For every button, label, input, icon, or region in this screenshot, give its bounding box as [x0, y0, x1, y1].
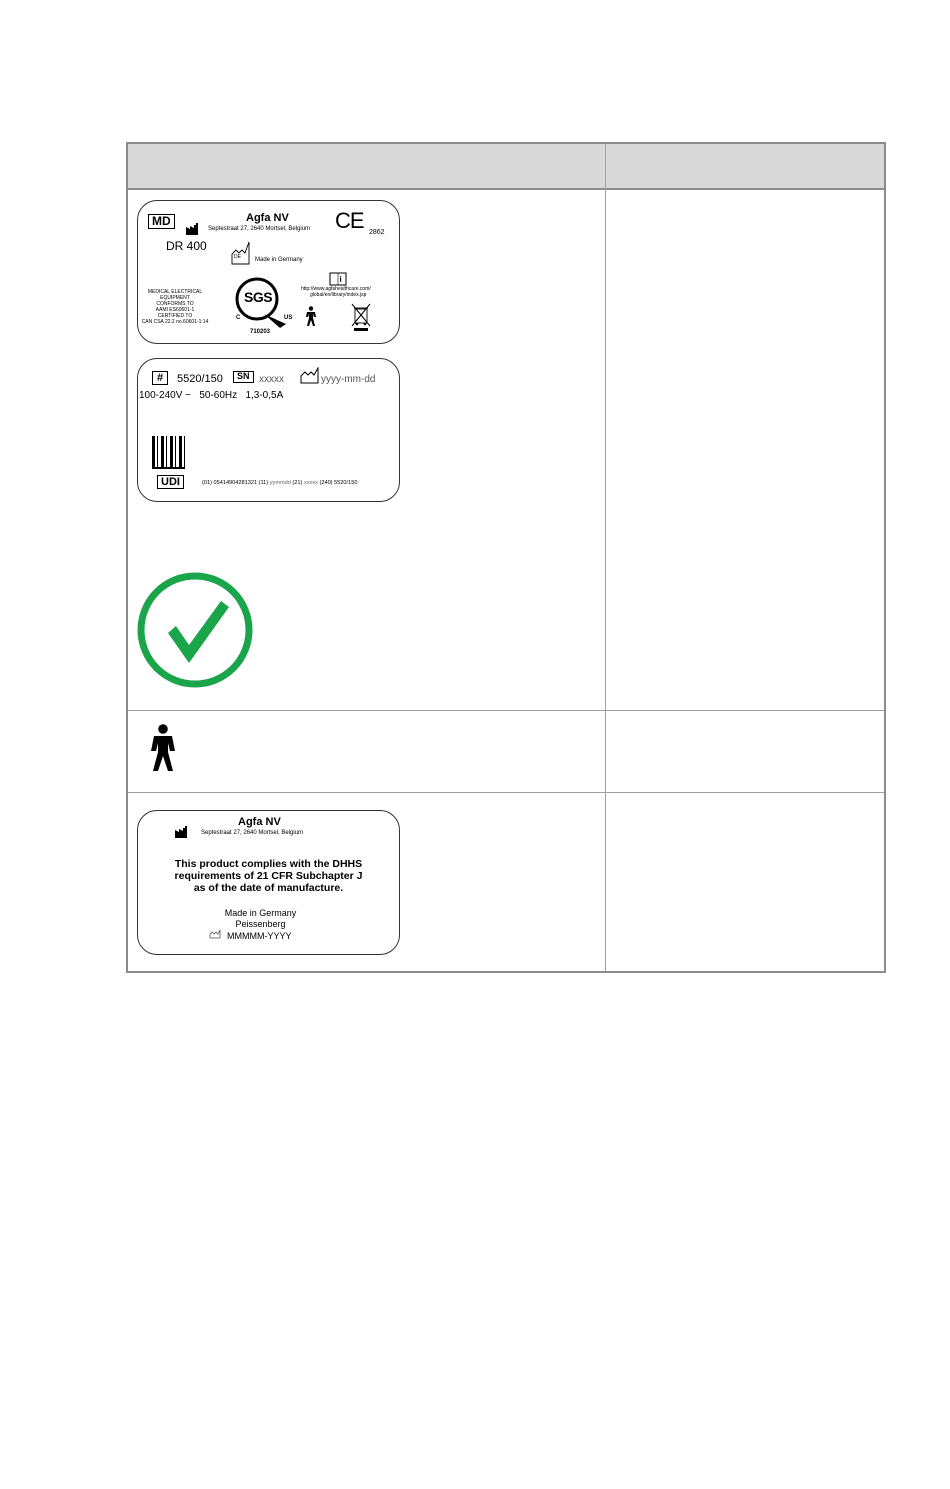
udi-symbol: UDI [157, 475, 184, 489]
md-symbol: MD [148, 214, 175, 229]
dhhs-statement-line: requirements of 21 CFR Subchapter J [174, 870, 363, 882]
udi-serial-placeholder: xxxxx [303, 480, 318, 486]
compliance-line: CERTIFIED TO [157, 313, 193, 319]
compliance-line: MEDICAL ELECTRICAL [147, 289, 203, 295]
datamatrix-code [152, 436, 185, 469]
udi-string [202, 480, 357, 486]
manufacture-origin [138, 908, 383, 930]
made-in-text: Made in Germany [255, 257, 303, 263]
compliance-line: CONFORMS TO [156, 301, 194, 307]
udi-serial-ai: (21) [292, 480, 303, 486]
sgs-number: 710203 [250, 329, 271, 335]
compliance-line: AAMI ES60601-1 [155, 307, 195, 313]
manufacturer-address: Septestraat 27, 2640 Mortsel, Belgium [201, 830, 304, 836]
udi-catalog: (240) 5520/150 [319, 480, 358, 486]
row-divider-1 [128, 710, 884, 711]
sgs-us: US [284, 315, 293, 321]
column-divider [605, 144, 606, 971]
manufacturer-name: Agfa NV [238, 816, 281, 828]
manufacturer-icon [175, 826, 191, 838]
compliance-statement [140, 289, 210, 325]
weee-bin-icon [351, 302, 371, 332]
compliance-line: CAN CSA 22.2 no.60601-1:14 [141, 319, 209, 325]
website-url-line1: http://www.agfahealthcare.com/ [301, 286, 371, 292]
date-of-manufacture-icon [231, 241, 251, 265]
date-of-manufacture-icon [300, 367, 320, 384]
consult-instructions-icon [329, 272, 347, 286]
country-code: DE [234, 254, 241, 260]
serial-number: xxxxx [259, 374, 284, 385]
manufacturer-name: Agfa NV [246, 212, 289, 224]
serial-udi-label [137, 358, 400, 502]
svg-text:i: i [339, 275, 342, 284]
compliance-line: EQUIPMENT [160, 295, 190, 301]
dhhs-compliance-label [137, 810, 400, 955]
manufacturer-icon [186, 223, 202, 235]
row-divider-2 [128, 792, 884, 793]
date-of-manufacture-icon [209, 929, 221, 939]
approved-check-icon [136, 571, 254, 689]
manufacturer-address: Septestraat 27, 2640 Mortsel, Belgium [208, 226, 311, 232]
serial-number-symbol: SN [233, 371, 254, 383]
manufacture-date-format: MMMMM-YYYY [227, 931, 292, 941]
udi-date-placeholder: yymmdd [269, 480, 291, 486]
table-header-row [128, 144, 884, 190]
made-in-text: Made in Germany [224, 908, 297, 918]
electrical-rating: 100-240V ~ 50-60Hz 1,3-0,5A [139, 390, 284, 401]
website-url-line2: global/en/library/index.jsp [310, 292, 367, 298]
type-b-applied-part-icon [149, 724, 177, 772]
sgs-logo-text: SGS [244, 289, 273, 305]
sgs-c: C [236, 315, 241, 321]
dhhs-statement-line: This product complies with the DHHS [174, 858, 363, 870]
manufacture-date: yyyy-mm-dd [321, 374, 376, 385]
type-b-applied-part-icon [304, 306, 318, 326]
city-text: Peissenberg [235, 919, 286, 929]
notified-body-number: 2862 [369, 229, 385, 236]
reference-number-symbol: # [152, 371, 168, 385]
dhhs-statement-line: as of the date of manufacture. [193, 882, 344, 894]
reference-number: 5520/150 [177, 373, 223, 385]
model-name: DR 400 [166, 239, 207, 253]
ce-mark: CE [335, 208, 364, 233]
dhhs-statement [138, 858, 399, 894]
udi-gtin: (01) 05414904281321 (11) [202, 480, 269, 486]
device-id-label [137, 200, 400, 344]
